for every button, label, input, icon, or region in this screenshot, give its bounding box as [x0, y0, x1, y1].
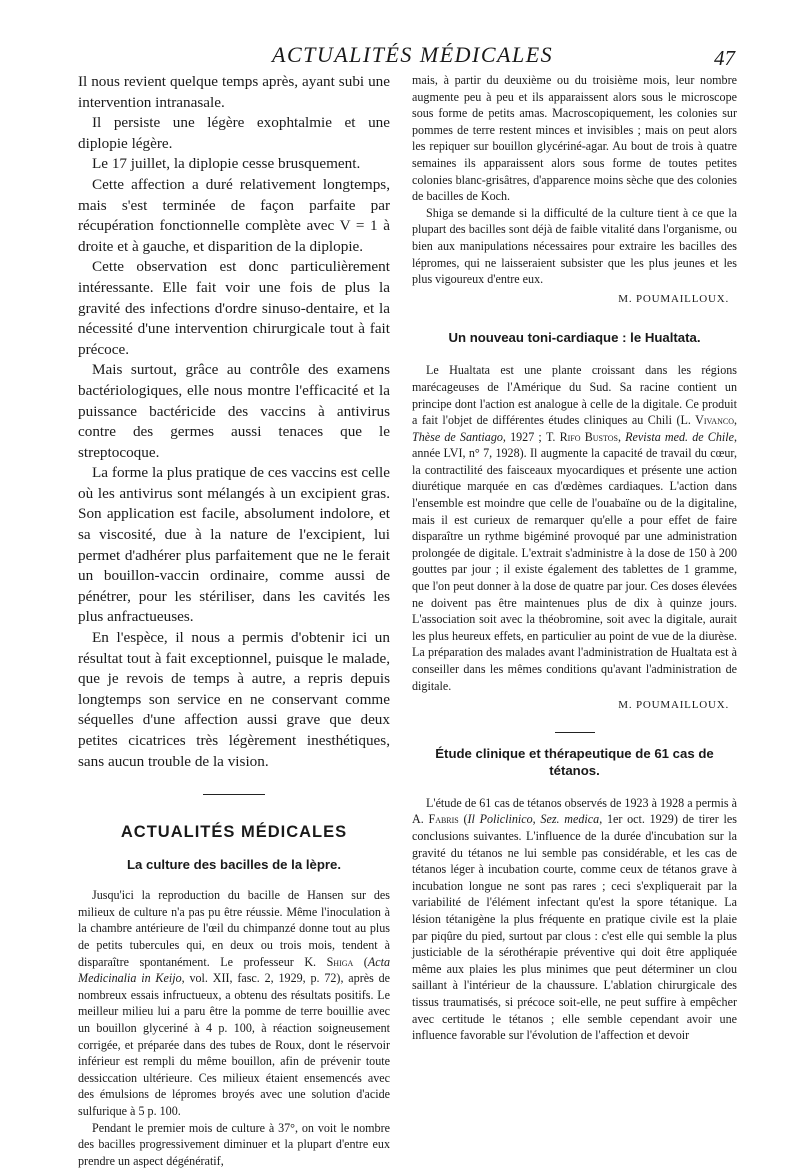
- case-report-conclusion: [78, 72, 390, 772]
- running-title: ACTUALITÉS MÉDICALES: [272, 42, 553, 68]
- journal-title: Revista med. de Chile: [625, 430, 734, 444]
- page-number: 47: [714, 46, 735, 71]
- paragraph: Le 17 juillet, la diplopie cesse brusquement.: [78, 154, 390, 175]
- paragraph: Jusqu'ici la reproduction du bacille de Hansen sur des milieux de culture n'a pas pu être réussie. Même l'inoculation à la chambre antérieure de l'œil du chimpanzé donne tout au plus de petits tubercules qui, en deux ou trois mois, tendent à disparaître spontanément. Le professeur K. Shiga (Acta Medicinalia in Keijo, vol. XII, fasc. 2, 1929, p. 72), après de nombreux essais infructueux, a obtenu des résultats positifs. Le meilleur milieu lui a paru être la pomme de terre bouillie avec un bouillon glyceriné à 4 p. 100, à réaction soigneusement corrigée, et préparée dans des tubes de Roux, dont le réservoir inférieur est rempli du même bouillon, afin de prévenir toute dessiccation ultérieure. Ces milieux étaient ensemencés avec des émulsions de lépromes broyés avec une solution d'acide sulfurique à 5 p. 100.: [78, 887, 390, 1119]
- author-name: A. Fabris: [412, 812, 459, 826]
- paragraph: Cette affection a duré relativement longtemps, mais s'est terminée de façon parfaite par récupération fonctionnelle complète avec V = 1 à droite et à gauche, et disparition de la diplopie.: [78, 175, 390, 257]
- article-title-hualtata: Un nouveau toni-cardiaque : le Hualtata.: [420, 329, 729, 346]
- paragraph: Le Hualtata est une plante croissant dans les régions marécageuses de l'Amérique du Sud. Sa racine contient un principe dont l'action est analogue à celle de la digitale. Ce produit a fait l'objet de différentes études cliniques au Chili (L. Vivanco, Thèse de Santiago, 1927 ; T. Rifo Bustos, Revista med. de Chile, année LVI, n° 7, 1928). Il augmente la capacité de travail du cœur, la contractilité des faisceaux myocardiques et présente une action diurétique marquée en cas d'œdèmes cardiaques. L'action dans l'ensemble est moindre que celle de l'ouabaïne ou de la digitaline, mais il est curieux de remarquer qu'elle a pour effet de faire disparaître un rythme bigéminé provoqué par une administration prolongée de digitale. L'extrait s'administre à la dose de 150 à 200 gouttes par jour ; il existe également des tablettes de 1 gramme, que l'on peut donner à la dose de quatre par jour. Ces doses élevées ne doivent pas être maintenues plus de dix à quinze jours. L'association soit avec la théobromine, soit avec la digitale, aurait les plus heureux effets, en particulier au point de vue de la diurèse. La préparation des malades avant l'administration de Hualtata est à conseiller dans les mêmes conditions qu'avant l'administration de digitale.: [412, 362, 737, 694]
- section-heading: ACTUALITÉS MÉDICALES: [78, 823, 390, 842]
- journal-title: Il Policlinico, Sez. medica: [468, 812, 600, 826]
- author-name: L. Vivanco: [681, 413, 734, 427]
- right-column: [412, 72, 737, 1044]
- left-column: [78, 72, 390, 1169]
- article-leprosy-continued: [412, 72, 737, 307]
- paragraph: Il persiste une légère exophtalmie et une diplopie légère.: [78, 113, 390, 154]
- article-hualtata-body: [412, 362, 737, 713]
- paragraph: En l'espèce, il nous a permis d'obtenir ici un résultat tout à fait exceptionnel, puisque le malade, que je revois de temps à autre, a repris depuis longtemps son service en ne conservant comme séquelles d'une affection aussi grave que deux petites cicatrices très légèrement inesthétiques, sans aucun trouble de la vision.: [78, 628, 390, 772]
- author-name: T. Rifo Bustos: [546, 430, 618, 444]
- author-signature: M. POUMAILLOUX.: [412, 697, 729, 714]
- paragraph: mais, à partir du deuxième ou du troisième mois, leur nombre augmente peu à peu et ils apparaissent alors sous le microscope sous forme de petits amas. Macroscopiquement, les colonies sur pommes de terre restent minces et invisibles ; mais on peut alors les repiquer sur bouillon glycériné-agar. Au bout de trois à quatre semaines ils apparaissent alors sous forme de toutes petites colonies blanc-grisâtres, d'apparence moins sèche que des colonies de bacilles de Koch.: [412, 72, 737, 205]
- paragraph: Pendant le premier mois de culture à 37°, on voit le nombre des bacilles progressivement diminuer et la plupart d'entre eux prendre un aspect dégénératif,: [78, 1120, 390, 1169]
- article-divider: [555, 732, 595, 733]
- paragraph: Il nous revient quelque temps après, ayant subi une intervention intranasale.: [78, 72, 390, 113]
- author-signature: M. POUMAILLOUX.: [412, 291, 729, 308]
- paragraph: La forme la plus pratique de ces vaccins est celle où les antivirus sont mélangés à un excipient gras. Son application est facile, absolument indolore, et sa viscosité, due à la nature de l'excipient, lui permet d'adhérer plus parfaitement que ne le ferait un bouillon-vaccin ordinaire, comme aussi de pénétrer, pour les stériliser, dans les cavités les plus anfractueuses.: [78, 463, 390, 628]
- paragraph: Cette observation est donc particulièrement intéressante. Elle fait voir une fois de plus la gravité des infections d'ordre sinuso-dentaire, et la nécessité d'une intervention chirurgicale tout à fait précoce.: [78, 257, 390, 360]
- article-title-tetanus: Étude clinique et thérapeutique de 61 cas de tétanos.: [420, 745, 729, 779]
- paragraph: Shiga se demande si la difficulté de la culture tient à ce que la plupart des bacilles sont déjà de faible vitalité dans l'organisme, ou bien aux manipulations nécessaires pour extraire les bacilles des lépromes, qui ne laisseraient subsister que les plus jeunes et les plus vigoureux d'entre eux.: [412, 205, 737, 288]
- author-name: K. Shiga: [304, 955, 353, 969]
- article-leprosy-body: [78, 887, 390, 1169]
- running-header: [0, 42, 800, 72]
- paragraph: Mais surtout, grâce au contrôle des examens bactériologiques, elle nous montre l'efficacité et la puissance bactéricide des vaccins à antivirus contre des germes aussi tenaces que le streptocoque.: [78, 360, 390, 463]
- journal-title: Acta Medicinalia in Keijo: [78, 955, 390, 986]
- work-title: Thèse de Santiago: [412, 430, 503, 444]
- article-tetanus-body: [412, 795, 737, 1044]
- section-divider: [203, 794, 265, 795]
- article-title-leprosy: La culture des bacilles de la lèpre.: [86, 856, 382, 873]
- paragraph: L'étude de 61 cas de tétanos observés de 1923 à 1928 a permis à A. Fabris (Il Policlinico, Sez. medica, 1er oct. 1929) de tirer les conclusions suivantes. L'influence de la durée d'incubation sur la gravité du tétanos ne lui semble pas considérable, et les cas de tétanos léger à incubation courte, comme ceux de tétanos grave à incubation longue ne sont pas rares ; ceci s'expliquerait par la variabilité de l'élément infectant qu'est la spore tétanique. La lésion tétanigène la plus fréquente en pratique civile est la plaie par piqûre du pied, surtout par clous : c'est elle qui semble la plus justiciable de la sérothérapie préventive qui doit être appliquée même aux plaies les plus minimes que peut déterminer un clou saillant à l'intérieur de la chaussure. L'ablation chirurgicale des tissus traumatisés, si précoce soit-elle, ne peut suffire à empêcher avec certitude le tétanos ; elle semble cependant avoir une influence favorable sur l'évolution de l'affection et devoir: [412, 795, 737, 1044]
